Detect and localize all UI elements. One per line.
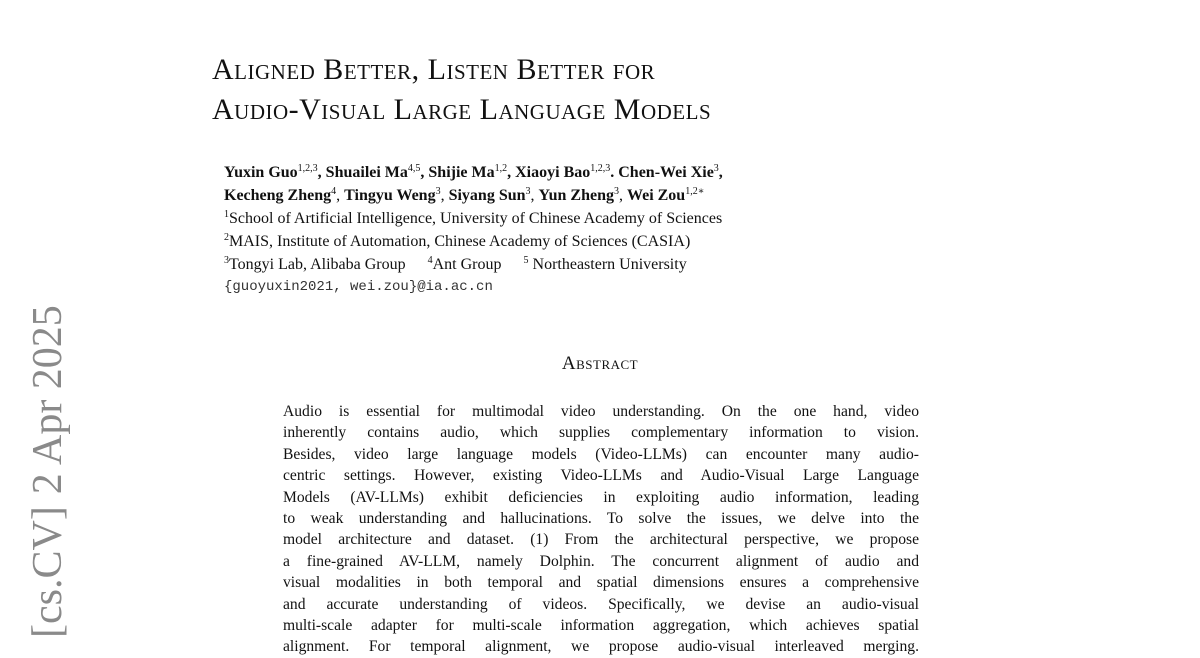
author-separator: , (440, 187, 449, 204)
author-separator: . (610, 164, 619, 181)
abstract-line: model architecture and dataset. (1) From the architectural perspective, we propose (283, 531, 919, 549)
affiliation-mark: 4 (427, 255, 433, 266)
arxiv-category: [cs.CV] (25, 506, 71, 638)
author-separator: , (336, 187, 345, 204)
author-name: Yun Zheng (538, 187, 614, 204)
abstract-line: multi-scale adapter for multi-scale information aggregation, which achieves spatial (283, 617, 919, 635)
author-name: Kecheng Zheng (224, 187, 332, 204)
author-name: Shijie Ma (428, 164, 495, 181)
author-affiliation-mark: 1,2,3 (590, 163, 611, 174)
affiliation-mark: 1 (224, 209, 229, 220)
author-block (224, 161, 984, 299)
abstract-heading: Abstract (561, 353, 639, 374)
author-name: Xiaoyi Bao (515, 164, 591, 181)
title-line-1: Aligned Better, Listen Better for (212, 53, 656, 86)
paper-title (212, 50, 972, 130)
author-name: Shuailei Ma (325, 164, 408, 181)
affiliation-text: Northeastern University (528, 256, 687, 273)
author-name: Chen-Wei Xie (618, 164, 714, 181)
abstract-line: Audio is essential for multimodal video understanding. On the one hand, video (283, 403, 919, 420)
affiliation-mark: 3 (224, 255, 229, 266)
abstract-line: Models (AV-LLMs) exhibit deficiencies in exploiting audio information, leading (283, 488, 919, 506)
affiliation-text: MAIS, Institute of Automation, Chinese Academy of Sciences (CASIA) (229, 233, 691, 250)
author-affiliation-mark: 3 (435, 186, 441, 197)
author-separator: , (420, 164, 429, 181)
abstract-line: visual modalities in both temporal and spatial dimensions ensures a comprehensive (283, 574, 919, 592)
author-affiliation-mark: 3 (713, 163, 719, 174)
author-name: Siyang Sun (448, 187, 526, 204)
abstract-line: to weak understanding and hallucinations. To solve the issues, we delve into the (283, 510, 919, 528)
author-separator: , (530, 187, 539, 204)
abstract-line: a fine-grained AV-LLM, namely Dolphin. The concurrent alignment of audio and (283, 552, 919, 570)
author-name: Wei Zou (626, 187, 686, 204)
abstract-line: inherently contains audio, which supplies complementary information to vision. (283, 424, 919, 442)
author-name: Yuxin Guo (224, 164, 298, 181)
arxiv-date: 2 Apr 2025 (25, 305, 71, 495)
author-separator: , (618, 187, 627, 204)
affiliation-2 (224, 230, 984, 253)
author-affiliation-mark: 4,5 (407, 163, 421, 174)
abstract-line: alignment. For temporal alignment, we propose audio-visual interleaved merging. (283, 638, 919, 656)
affiliation-text: School of Artificial Intelligence, University of Chinese Academy of Sciences (229, 210, 723, 227)
abstract-line: Besides, video large language models (Video-LLMs) can encounter many audio- (283, 445, 919, 463)
abstract-line: centric settings. However, existing Video-LLMs and Audio-Visual Large Language (283, 467, 919, 485)
abstract-line: and accurate understanding of videos. Specifically, we devise an audio-visual (283, 595, 919, 613)
author-affiliation-mark: 4 (331, 186, 337, 197)
affiliation-text: Tongyi Lab, Alibaba Group (229, 256, 406, 273)
affiliation-text: Ant Group (432, 256, 502, 273)
abstract-body (283, 401, 919, 658)
author-name: Tingyu Weng (344, 187, 436, 204)
title-line-2: Audio-Visual Large Language Models (212, 93, 712, 126)
author-line-2 (224, 184, 984, 207)
contact-email[interactable]: {guoyuxin2021, wei.zou}@ia.ac.cn (224, 279, 493, 295)
author-affiliation-mark: 1,2∗ (685, 186, 705, 197)
affiliation-mark: 2 (224, 232, 229, 243)
author-line-1 (224, 161, 984, 184)
affiliation-1 (224, 207, 984, 230)
author-separator: , (507, 164, 516, 181)
author-separator: , (317, 164, 326, 181)
affiliation-3-4-5 (224, 253, 984, 276)
author-affiliation-mark: 3 (613, 186, 619, 197)
author-affiliation-mark: 1,2 (494, 163, 508, 174)
affiliation-mark: 5 (523, 255, 529, 266)
author-separator: , (718, 164, 723, 181)
author-affiliation-mark: 1,2,3 (297, 163, 318, 174)
author-affiliation-mark: 3 (525, 186, 531, 197)
